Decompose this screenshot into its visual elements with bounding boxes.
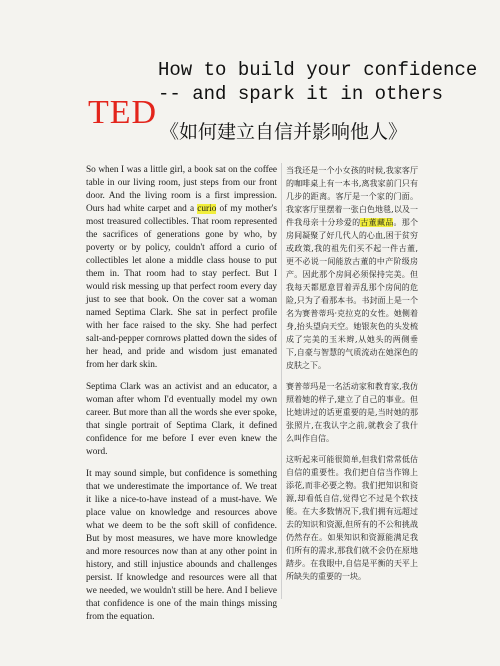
english-title-line-2: -- and spark it in others — [158, 83, 444, 105]
highlighted-word-antique: 古董藏品 — [360, 218, 394, 227]
english-p1-text-a: So when I was a little girl, a book sat on the coffee table in our living room, just steps from our front door. And the living room is a first impression. Ours had white carpet and a — [86, 165, 277, 214]
chinese-paragraph-1 — [286, 164, 418, 372]
english-title-line-1: How to build your confidence — [158, 59, 478, 81]
chinese-title: 《如何建立自信并影响他人》 — [160, 121, 408, 143]
english-paragraph-3: It may sound simple, but confidence is something that we underestimate the importance of. We treat it like a nice-to-have instead of a must-have. We place value on knowledge and resources above what we deem to be the soft skill of confidence. But by most measures, we have more knowledge and more resources now than at any other point in history, and still injustice abounds and challenges persist. If knowledge and resources were all that we needed, we wouldn't still be here. And I believe that confidence is one of the main things missing from the equation. — [86, 469, 277, 622]
english-column — [86, 164, 277, 633]
column-divider — [281, 163, 282, 599]
english-p1-text-b: of my mother's most treasured collectibles. That room represented the sacrifices of generations gone by who, by poverty or by policy, couldn't afford a curio of collectibles let alone a middle class house to put them in. That room had to stay perfect. But I would risk messing up that perfect room every day just to see that book. On the cover sat a woman named Septima Clark. She sat in perfect profile with her face raised to the sky. She had perfect salt-and-pepper cornrows platted down the sides of her head, and pride and wisdom just emanated from her dark skin. — [86, 204, 277, 370]
chinese-paragraph-3: 这听起来可能很简单,但我们常常低估自信的重要性。我们把自信当作锦上添花,而非必要之物。我们把知识和资源,却看低自信,觉得它不过是个软技能。在大多数情况下,我们拥有远超过去的知识和资源,但所有的不公和挑战仍然存在。如果知识和资源能满足我们所有的需求,那我们就不会仍在原地踏步。在我眼中,自信是平衡的天平上所缺失的重要的一块。 — [286, 455, 418, 581]
highlighted-word-curio: curio — [197, 204, 217, 214]
ted-logo: TED — [88, 94, 158, 131]
chinese-p1-text-b: 。那个房间凝聚了好几代人的心血,困于贫穷或政策,我的祖先们买不起一件古董,更不必说一间能放古董的中产阶级房产。因此那个房间必须保持完美。但我每天都愿意冒着弄乱那个房间的危险,只为了看那本书。书封面上是一个名为赛普蒂玛·克拉克的女性。她侧着身,抬头望向天空。她银灰色的头发梳成了完美的玉米辫,从她头的两侧垂下,自豪与智慧的气质流动在她深色的皮肤之下。 — [286, 218, 419, 370]
english-paragraph-1 — [86, 164, 277, 372]
english-title — [158, 58, 488, 106]
chinese-paragraph-2: 赛普蒂玛是一名活动家和教育家,我仿照着她的样子,建立了自己的事业。但比她讲过的话更重要的是,当时她的那张照片,在我认字之前,就教会了我什么叫作自信。 — [286, 382, 418, 443]
english-paragraph-2: Septima Clark was an activist and an educator, a woman after whom I'd eventually model my own career. But more than all the words she ever spoke, that single portrait of Septima Clark, it defined confidence for me before I ever even knew the word. — [86, 382, 277, 457]
chinese-p1-text-a: 当我还是一个小女孩的时候,我家客厅的咖啡桌上有一本书,离我家前门只有几步的距离。客厅是一个家的门面。我家客厅里摆着一张白色地毯,以及一件我母亲十分珍爱的 — [286, 166, 418, 227]
chinese-column — [286, 164, 418, 591]
